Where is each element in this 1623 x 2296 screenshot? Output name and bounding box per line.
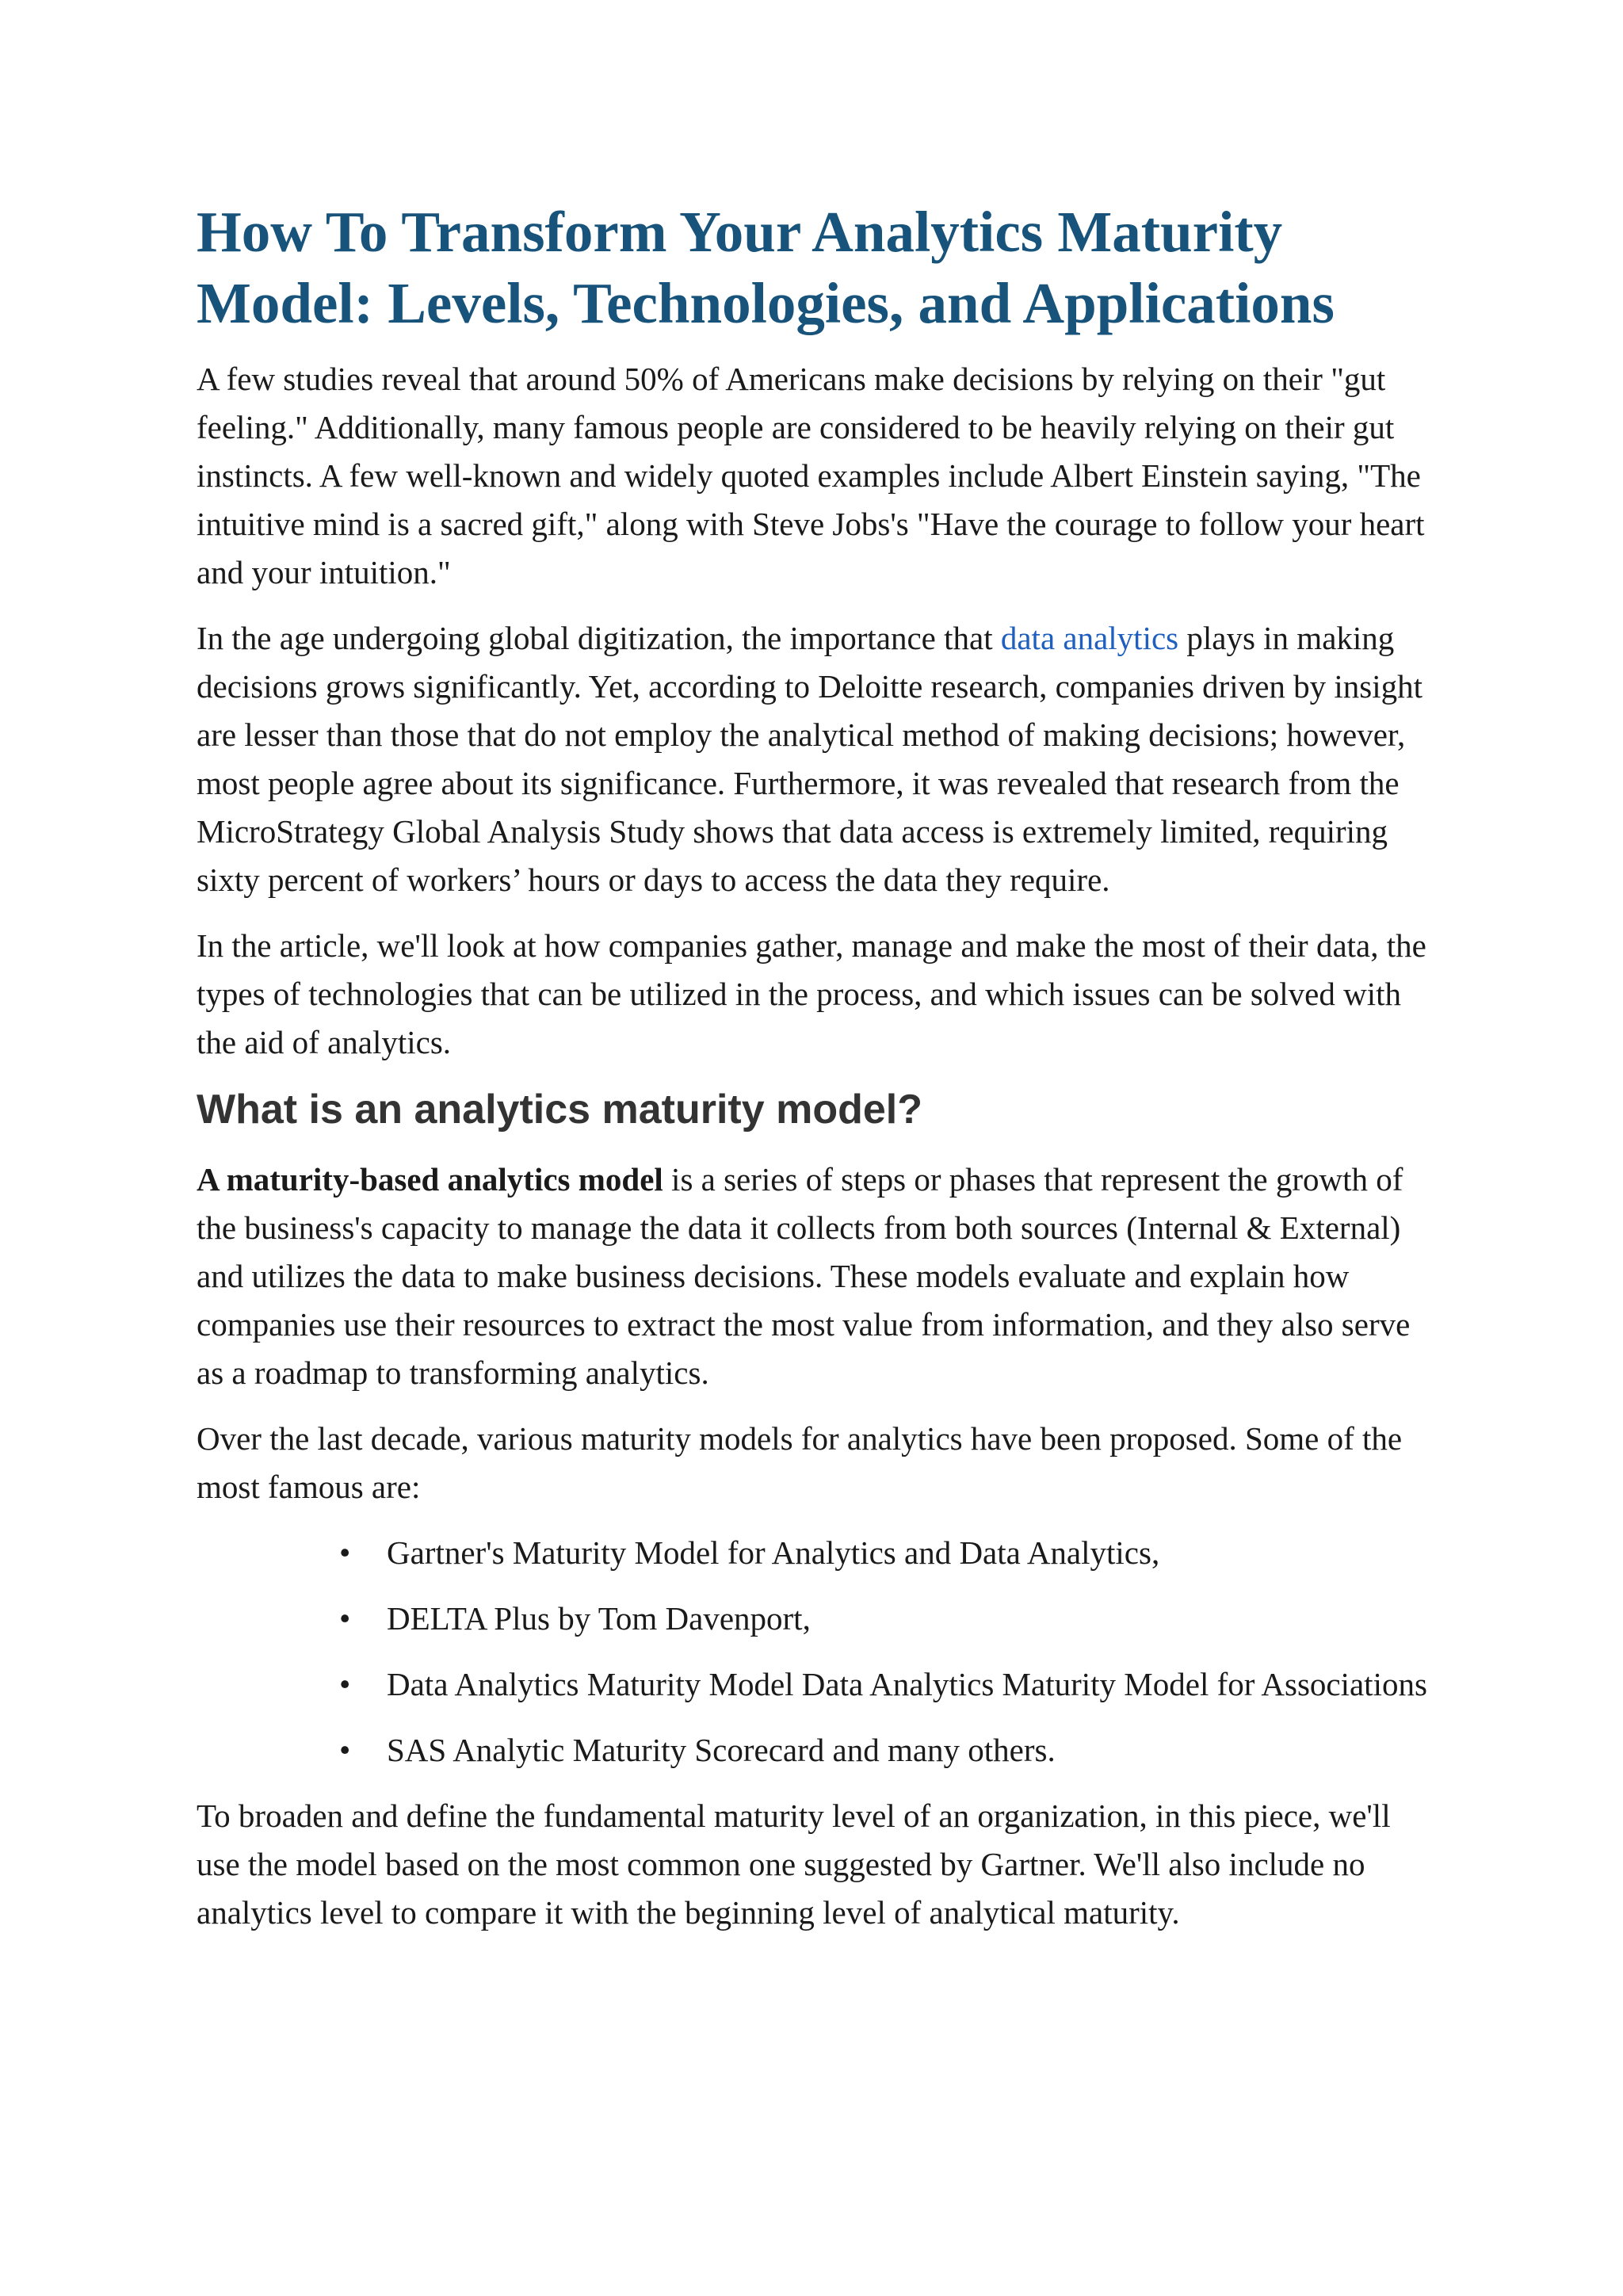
models-intro-paragraph: Over the last decade, various maturity models for analytics have been proposed. Some of the most famous are: (197, 1420, 1403, 1505)
document-page (197, 197, 1433, 1954)
definition-text: is a series of steps or phases that represent the growth of the business's capacity to manage the data it collects from both sources (Internal & External) and utilizes the data to make business decisions. These models evaluate and explain how companies use their resources to extract the most value from information, and they also serve as a roadmap to transforming analytics. (197, 1161, 1411, 1391)
bullet-icon: • (339, 1666, 351, 1702)
bullet-icon: • (339, 1534, 351, 1571)
definition-paragraph (197, 1156, 1433, 1397)
list-item (339, 1595, 1433, 1643)
list-item-text: Data Analytics Maturity Model Data Analytics Maturity Model for Associations (387, 1666, 1427, 1702)
list-item (339, 1726, 1433, 1775)
list-item-text: Gartner's Maturity Model for Analytics and Data Analytics, (387, 1534, 1160, 1571)
list-item-text: DELTA Plus by Tom Davenport, (387, 1600, 811, 1637)
list-item-text: SAS Analytic Maturity Scorecard and many others. (387, 1732, 1056, 1768)
list-item (339, 1660, 1433, 1709)
definition-term: A maturity-based analytics model (197, 1161, 663, 1198)
digitization-text-end: plays in making decisions grows significantly. Yet, according to Deloitte research, companies driven by insight are lesser than those that do not employ the analytical method of making decisions; however, most people agree about its significance. Furthermore, it was revealed that research from the MicroStrategy Global Analysis Study shows that data access is extremely limited, requiring sixty percent of workers’ hours or days to access the data they require. (197, 620, 1423, 898)
digitization-text-start: In the age undergoing global digitization, the importance that (197, 620, 1001, 656)
page-title: How To Transform Your Analytics Maturity Model: Levels, Technologies, and Applications (197, 200, 1335, 335)
overview-paragraph: In the article, we'll look at how companies gather, manage and make the most of their data, the types of technologies that can be utilized in the process, and which issues can be solved with the aid of analytics. (197, 927, 1426, 1060)
digitization-paragraph (197, 614, 1433, 904)
bullet-icon: • (339, 1600, 351, 1637)
section-heading: What is an analytics maturity model? (197, 1087, 922, 1133)
list-item (339, 1529, 1433, 1577)
bullet-icon: • (339, 1732, 351, 1768)
data-analytics-link[interactable]: data analytics (1000, 620, 1179, 656)
closing-paragraph: To broaden and define the fundamental maturity level of an organization, in this piece, we'll use the model based on the most common one suggested by Gartner. We'll also include no analytics level to compare it with the beginning level of analytical maturity. (197, 1797, 1391, 1931)
maturity-models-list (197, 1529, 1433, 1775)
intro-paragraph: A few studies reveal that around 50% of Americans make decisions by relying on their "gut feeling." Additionally, many famous people are considered to be heavily relying on their gut instincts. A few well-known and widely quoted examples include Albert Einstein saying, "The intuitive mind is a sacred gift," along with Steve Jobs's "Have the courage to follow your heart and your intuition." (197, 361, 1425, 590)
